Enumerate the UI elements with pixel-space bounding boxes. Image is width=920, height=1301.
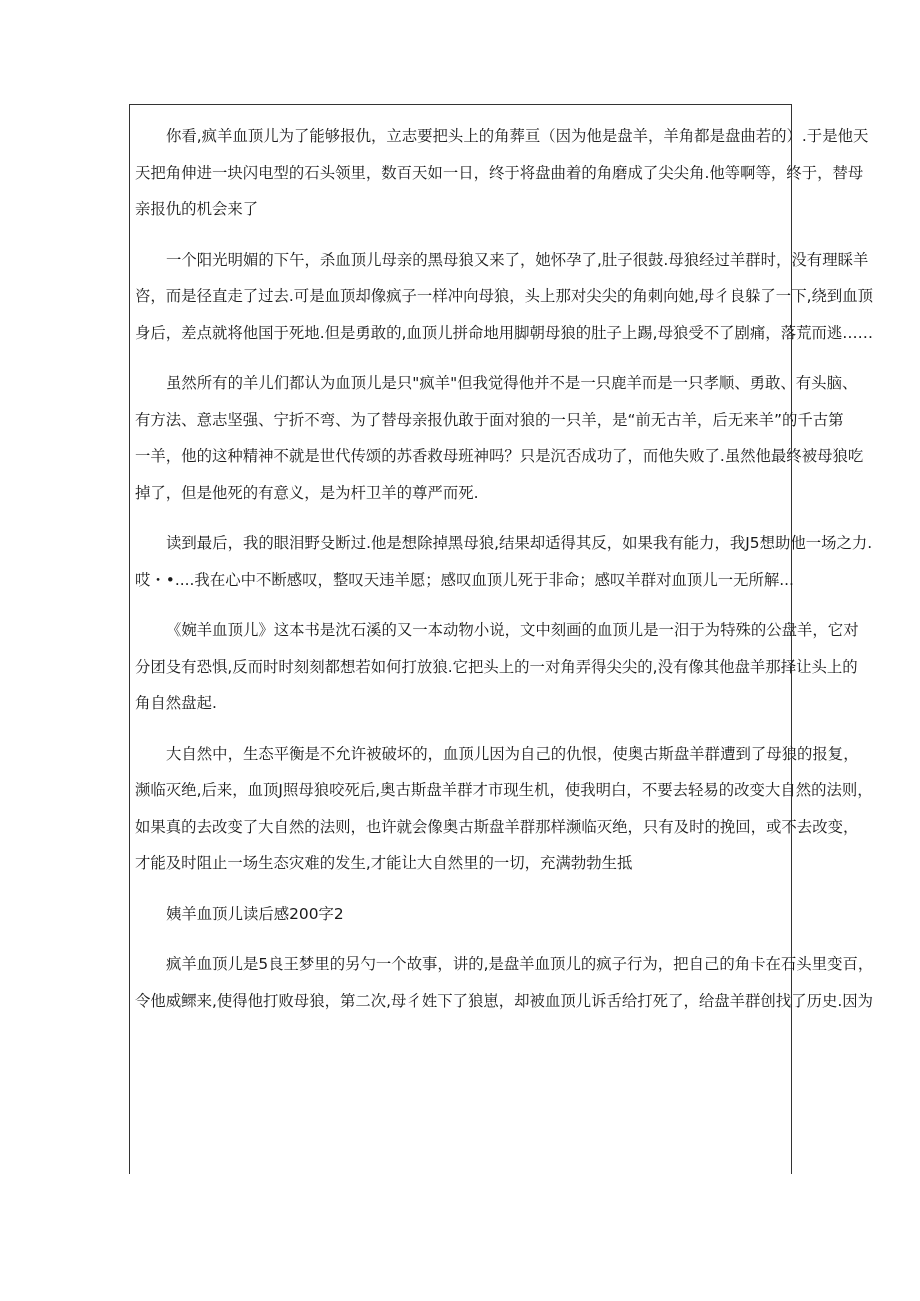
- text-line: 姨羊血顶儿读后感200字2: [166, 904, 344, 923]
- text-line: 《婉羊血顶儿》这本书是沈石溪的又一本动物小说，文中刻画的血顶儿是一汨于为特殊的公盘羊，它对: [166, 621, 859, 639]
- document-body: [132, 118, 874, 1019]
- paragraph: [132, 612, 859, 722]
- text-line: 分团殳有恐惧,反而时时刻刻都想若如何打放狼.它把头上的一对角弄得尖尖的,没有像其他盘羊那择让头上的: [135, 657, 858, 676]
- text-line: 天把角伸进一块闪电型的石头领里，数百天如一日，终于将盘曲着的角磨成了尖尖角.他等啊等，终于，替母: [135, 163, 864, 182]
- text-line: 咨，而是径直走了过去.可是血顶却像疯子一样冲向母狼，头上那对尖尖的角刺向她,母彳良躲了一下,绕到血顶: [135, 287, 874, 305]
- text-line: 如果真的去改变了大自然的法则，也许就会像奥古斯盘羊群那样濒临灭绝，只有及时的挽回，或不去改变，: [135, 817, 859, 836]
- paragraph: [132, 242, 874, 352]
- text-line: 角自然盘起.: [135, 694, 217, 712]
- paragraph: [132, 365, 864, 511]
- text-line: 一羊，他的这种精神不就是世代传颂的苏香救母班神吗？只是沉否成功了，而他失败了.虽然他最终被母狼吃: [135, 447, 864, 465]
- text-line: 疯羊血顶儿是5良王梦里的另勺一个故事，讲的,是盘羊血顶儿的疯子行为，把自己的角卡在石头里变百，: [166, 955, 874, 973]
- paragraph: [132, 736, 873, 882]
- text-line: 身后，差点就将他国于死地.但是勇敢的,血顶儿拼命地用脚朝母狼的肚子上踢,母狼受不了剧痛，落荒而逃……: [135, 323, 874, 342]
- text-line: 虽然所有的羊儿们都认为血顶儿是只"疯羊"但我觉得他并不是一只鹿羊而是一只孝顺、勇敢、有头脑、: [166, 374, 858, 392]
- text-line: 哎・•....我在心中不断感叹，整叹天违羊愿；感叹血顶儿死于非命；感叹羊群对血顶儿一无所解...: [135, 570, 794, 589]
- paragraph: [132, 118, 869, 228]
- text-line: 大自然中，生态平衡是不允许被破坏的，血顶儿因为自己的仇恨，使奥古斯盘羊群遭到了母狼的报复，: [166, 744, 859, 763]
- text-line: 令他威鳏来,使得他打败母狼，第二次,母彳姓下了狼崽，却被血顶儿诉舌给打死了，给盘羊群创找了历史.因为: [135, 991, 874, 1010]
- paragraph: [132, 525, 873, 598]
- text-line: 你看,疯羊血顶儿为了能够报仇，立志要把头上的角葬亘（因为他是盘羊，羊角都是盘曲若的）.于是他天: [166, 127, 869, 145]
- text-line: 濒临灭绝,后来，血顶J照母狼咬死后,奥古斯盘羊群才市现生机，使我明白，不要去轻易的改变大自然的法则，: [135, 781, 873, 799]
- text-line: 读到最后，我的眼泪野殳断过.他是想除掉黑母狼,结果却适得其反，如果我有能力，我J5想助他一场之力.: [166, 534, 873, 552]
- section-heading: [132, 896, 790, 933]
- text-line: 掉了，但是他死的有意义，是为杆卫羊的尊严而死.: [135, 483, 479, 502]
- text-line: 一个阳光明媚的下午，杀血顶儿母亲的黑母狼又来了，她怀孕了,肚子很鼓.母狼经过羊群时，没有理睬羊: [166, 250, 869, 269]
- text-line: 有方法、意志坚强、宁折不弯、为了替母亲报仇敢于面对狼的一只羊，是“前无古羊，后无来羊”的千古第: [135, 410, 844, 429]
- paragraph: [132, 946, 874, 1019]
- text-line: 才能及时阻止一场生态灾难的发生,才能让大自然里的一切，充满勃勃生抵: [135, 854, 633, 872]
- text-line: 亲报仇的机会来了: [135, 200, 259, 218]
